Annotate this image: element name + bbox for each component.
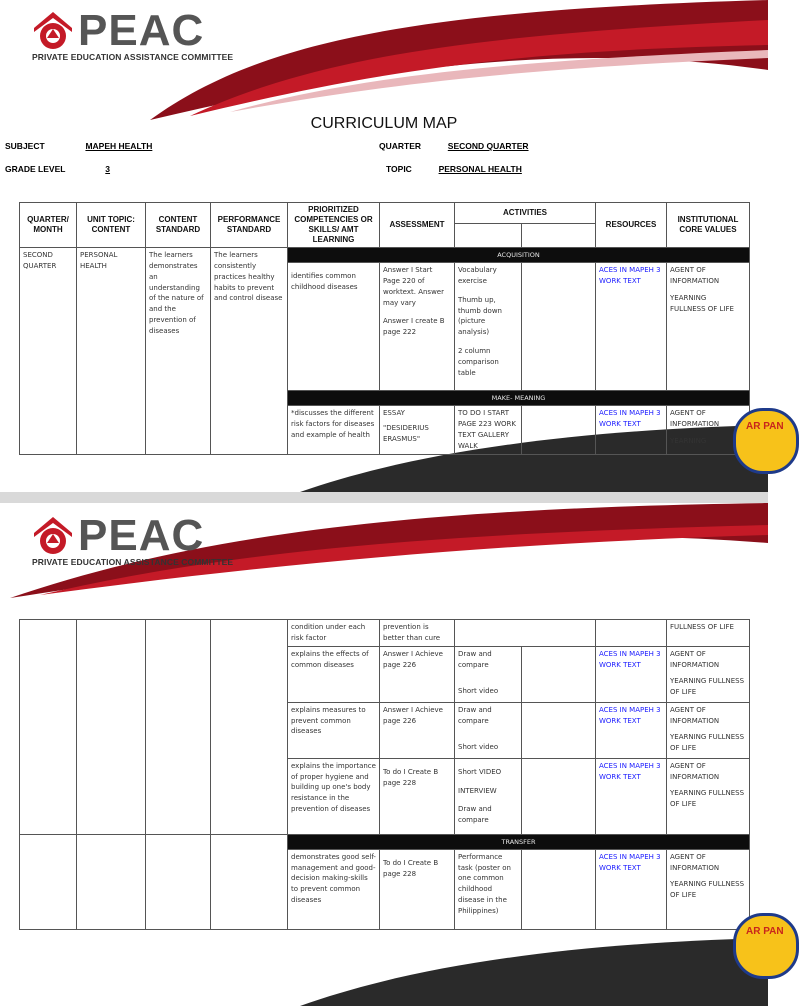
assessment-line: "DESIDERIUS ERASMUS" — [383, 423, 429, 443]
col-assessment-header: ASSESSMENT — [380, 203, 455, 248]
document-title: CURRICULUM MAP — [310, 115, 458, 132]
quarter-value: SECOND QUARTER — [447, 141, 529, 151]
activity-line: Short VIDEO — [458, 767, 502, 776]
activity-cell — [455, 646, 522, 702]
unit-cell — [77, 834, 146, 929]
activity-line: Thumb up, thumb down (picture analysis) — [458, 295, 502, 337]
assessment-cell — [380, 406, 455, 454]
activity-cell-2 — [522, 758, 596, 834]
resources-cell: ACES IN MAPEH 3 WORK TEXT — [596, 702, 667, 758]
brand-name: PEAC — [78, 511, 205, 560]
page-2 — [0, 503, 784, 1006]
activities-subcell-2 — [522, 224, 596, 248]
performance-standard-cell — [211, 620, 288, 835]
competency-cell: demonstrates good self- management and good-decision making-skills to prevent common diseases — [288, 849, 380, 929]
grade-field — [5, 164, 148, 174]
assessment-line: ESSAY — [383, 409, 405, 418]
performance-standard-cell — [211, 834, 288, 929]
activity-cell-2 — [522, 406, 596, 454]
values-cell — [667, 849, 750, 929]
activity-line: Short video — [458, 743, 499, 752]
corner-badge — [733, 408, 799, 474]
activity-cell-2 — [522, 849, 596, 929]
col-quarter-header: QUARTER/ MONTH — [20, 203, 77, 248]
assessment-cell: Answer I Achieve page 226 — [380, 702, 455, 758]
assessment-cell: To do I Create B page 228 — [380, 758, 455, 834]
curriculum-table-page-2 — [19, 619, 750, 930]
resources-cell: ACES IN MAPEH 3 WORK TEXT — [596, 758, 667, 834]
brand-subtitle: PRIVATE EDUCATION ASSISTANCE COMMITTEE — [32, 52, 234, 62]
values-cell — [667, 263, 750, 391]
curriculum-table-page-1 — [19, 202, 750, 455]
quarter-label: QUARTER — [379, 141, 422, 151]
resources-cell: ACES IN MAPEH 3 WORK TEXT — [596, 646, 667, 702]
assessment-cell: Answer I Achieve page 226 — [380, 646, 455, 702]
col-core-values-header: INSTITUTIONAL CORE VALUES — [667, 203, 750, 248]
table-row — [20, 834, 750, 849]
col-content-standard-header: CONTENT STANDARD — [146, 203, 211, 248]
assessment-cell — [380, 263, 455, 391]
content-standard-cell: The learners demonstrates an understanding of the nature of and the prevention of diseases — [146, 248, 211, 455]
peac-house-icon — [32, 10, 74, 52]
corner-badge — [733, 913, 799, 979]
make-meaning-band: MAKE- MEANING — [288, 391, 750, 406]
col-resources-header: RESOURCES — [596, 203, 667, 248]
subject-value: MAPEH HEALTH — [85, 141, 153, 151]
values-line: AGENT OF INFORMATION — [670, 761, 720, 781]
quarter-field — [379, 141, 529, 151]
resources-cell: ACES IN MAPEH 3 WORK TEXT — [596, 406, 667, 454]
quarter-cell: SECOND QUARTER — [20, 248, 77, 455]
topic-field — [386, 164, 522, 174]
competency-cell: *discusses the different risk factors for diseases and example of health — [288, 406, 380, 454]
activity-cell: Performance task (poster on one common childhood disease in the Philippines) — [455, 849, 522, 929]
assessment-line: Answer I create B page 222 — [383, 317, 445, 337]
resources-cell: ACES IN MAPEH 3 WORK TEXT — [596, 849, 667, 929]
badge-text: AR PAN — [746, 421, 784, 432]
values-cell — [667, 646, 750, 702]
performance-standard-cell: The learners consistently practices healthy habits to prevent and control disease — [211, 248, 288, 455]
table-row — [20, 620, 750, 647]
peac-logo — [30, 511, 234, 573]
peac-logo — [30, 6, 234, 68]
values-line: YEARNING FULLNESS OF LIFE — [670, 677, 745, 697]
competency-cell: identifies common childhood diseases — [288, 263, 380, 391]
col-unit-header: UNIT TOPIC: CONTENT — [77, 203, 146, 248]
activity-line: 2 column comparison table — [458, 347, 499, 377]
quarter-cell — [20, 834, 77, 929]
header-row — [20, 203, 750, 224]
subject-label: SUBJECT — [5, 141, 45, 151]
competency-cell: explains the importance of proper hygiene and building up one's body resistance in the prevention of diseases — [288, 758, 380, 834]
activity-line: Draw and compare — [458, 805, 492, 825]
activity-line: Draw and compare — [458, 649, 492, 669]
values-line: FULLNESS OF LIFE — [670, 304, 734, 313]
values-line: AGENT OF INFORMATION — [670, 649, 720, 669]
topic-label: TOPIC — [386, 164, 412, 174]
assessment-cell: prevention is better than cure — [380, 620, 455, 647]
unit-cell — [77, 620, 146, 835]
unit-cell: PERSONAL HEALTH — [77, 248, 146, 455]
activity-line: Short video — [458, 687, 499, 696]
quarter-cell — [20, 620, 77, 835]
values-cell: FULLNESS OF LIFE — [667, 620, 750, 647]
activity-cell-2 — [522, 702, 596, 758]
content-standard-cell — [146, 834, 211, 929]
topic-value: PERSONAL HEALTH — [438, 164, 522, 174]
acquisition-band: ACQUISITION — [288, 248, 750, 263]
resources-cell: ACES IN MAPEH 3 WORK TEXT — [596, 263, 667, 391]
content-standard-cell — [146, 620, 211, 835]
transfer-band: TRANSFER — [288, 834, 750, 849]
values-cell — [667, 702, 750, 758]
col-activities-header: ACTIVITIES — [455, 203, 596, 224]
activity-cell — [455, 702, 522, 758]
values-line: YEARNING FULLNESS OF LIFE — [670, 733, 745, 753]
brand-name: PEAC — [78, 6, 205, 55]
activity-cell — [455, 263, 522, 391]
activity-line: Vocabulary exercise — [458, 266, 497, 285]
values-line: YEARNING — [670, 293, 707, 302]
resources-cell — [596, 620, 667, 647]
values-line: YEARNING FULLNESS OF LIFE — [670, 789, 745, 809]
values-line: AGENT OF INFORMATION — [670, 266, 720, 285]
values-cell — [667, 758, 750, 834]
activity-cell — [455, 758, 522, 834]
activities-subcell-1 — [455, 224, 522, 248]
values-line: YEARNING — [670, 436, 707, 445]
activity-line: Draw and compare — [458, 705, 492, 725]
col-competencies-header: PRIORITIZED COMPETENCIES OR SKILLS/ AMT LEARNING — [288, 203, 380, 248]
activity-cell-2 — [522, 646, 596, 702]
peac-house-icon — [32, 515, 74, 557]
assessment-cell: To do I Create B page 228 — [380, 849, 455, 929]
values-line: YEARNING FULLNESS OF LIFE — [670, 880, 745, 900]
assessment-line: Answer I Start Page 220 of worktext. Answer may vary — [383, 266, 444, 307]
competency-cell: explains measures to prevent common diseases — [288, 702, 380, 758]
page-separator — [0, 492, 768, 503]
col-performance-standard-header: PERFORMANCE STANDARD — [211, 203, 288, 248]
values-line: AGENT OF INFORMATION — [670, 409, 720, 428]
subject-field — [5, 141, 152, 151]
values-line: AGENT OF INFORMATION — [670, 852, 720, 872]
activity-cell — [455, 620, 596, 647]
grade-label: GRADE LEVEL — [5, 164, 66, 174]
competency-cell: explains the effects of common diseases — [288, 646, 380, 702]
badge-text: AR PAN — [746, 926, 784, 937]
brand-subtitle: PRIVATE EDUCATION ASSISTANCE COMMITTEE — [32, 557, 234, 567]
grade-value: 3 — [105, 164, 111, 174]
activity-line: INTERVIEW — [458, 786, 497, 795]
page-1 — [0, 0, 784, 492]
activity-cell: TO DO I START PAGE 223 WORK TEXT GALLERY WALK — [455, 406, 522, 454]
values-line: AGENT OF INFORMATION — [670, 705, 720, 725]
competency-cell: condition under each risk factor — [288, 620, 380, 647]
table-row — [20, 248, 750, 263]
activity-cell-2 — [522, 263, 596, 391]
